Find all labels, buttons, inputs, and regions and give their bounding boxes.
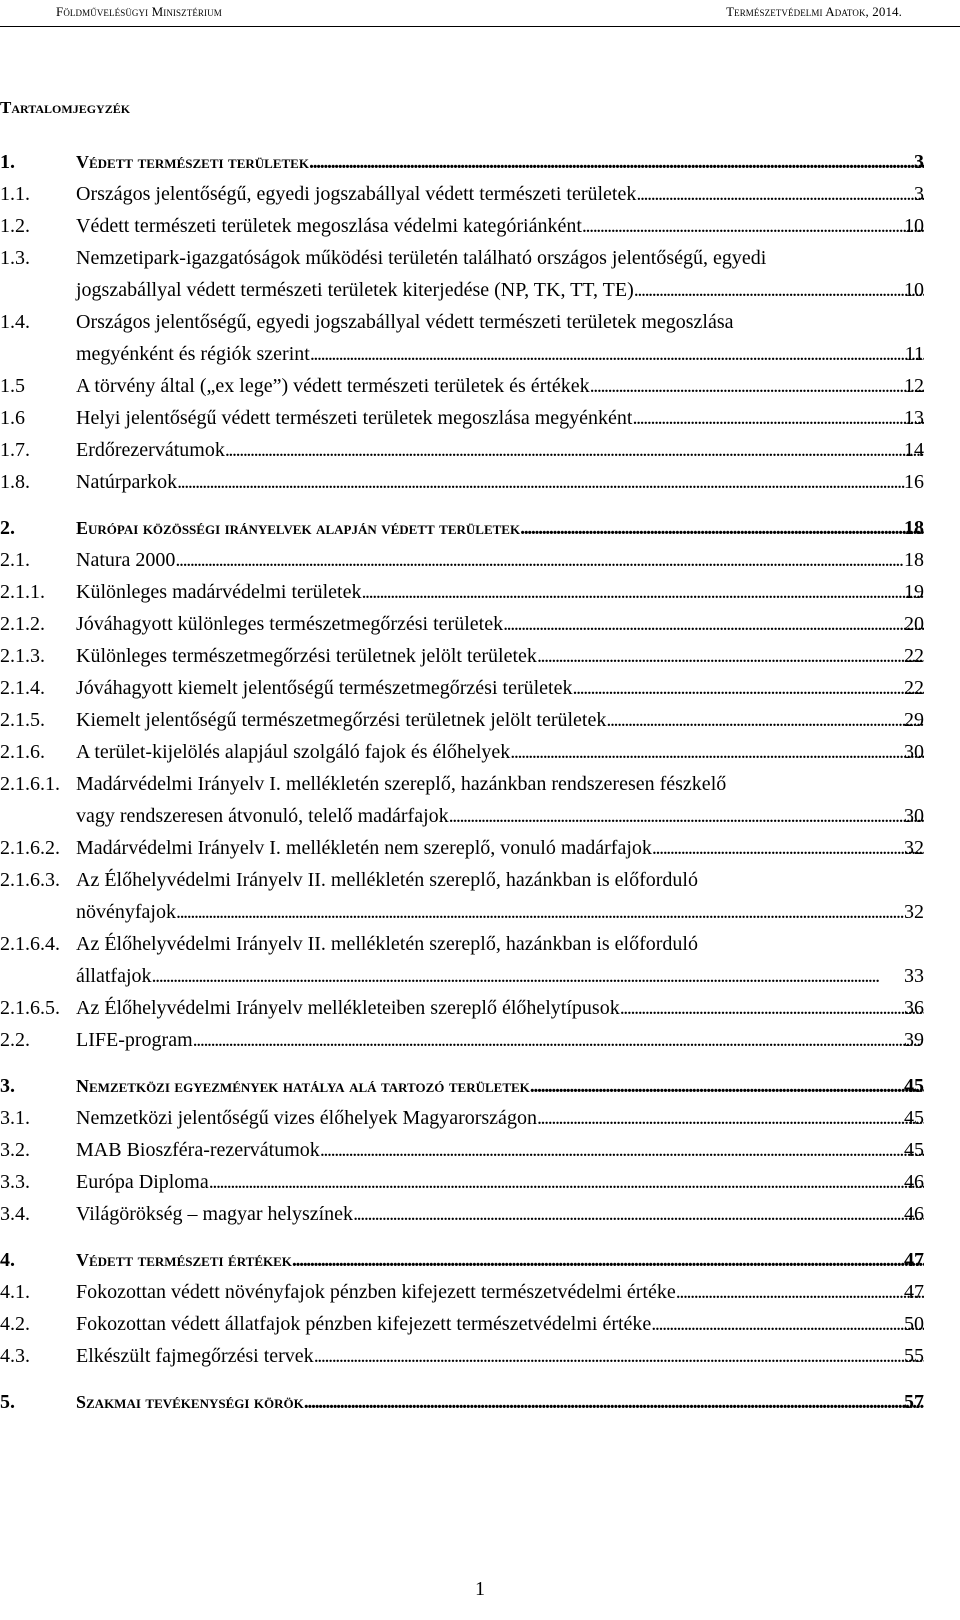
toc-entry-title: Szakmai tevékenységi körök (76, 1392, 304, 1412)
dot-leader (676, 1276, 924, 1308)
toc-entry-number: 1.1. (0, 183, 30, 205)
toc-entry-page-number: 50 (904, 1313, 924, 1335)
toc-entry-page-number: 33 (904, 965, 924, 987)
toc-entry-title-line: Országos jelentőségű, egyedi jogszabállyal védett természeti területek megoszlása (76, 311, 734, 333)
toc-entry-page-number: 45 (904, 1107, 924, 1129)
dot-leader (361, 576, 924, 608)
toc-entry[interactable] (0, 306, 960, 370)
toc-entry-page-number: 30 (904, 741, 924, 763)
toc-entry-page-number: 13 (904, 407, 924, 429)
toc-entry[interactable] (0, 736, 960, 768)
toc-entry-title: MAB Bioszféra-rezervátumok (76, 1139, 320, 1161)
toc-entry-title: Különleges természetmegőrzési területnek jelölt területek (76, 645, 537, 667)
toc-entry-number: 1.4. (0, 311, 30, 333)
toc-entry-title: Helyi jelentőségű védett természeti területek megoszlása megyénként (76, 407, 633, 429)
toc-entry-page-number: 57 (904, 1391, 924, 1413)
toc-entry-page-number: 10 (904, 279, 924, 301)
toc-entry-title: növényfajok (76, 901, 176, 923)
toc-entry-title-line: Az Élőhelyvédelmi Irányelv II. mellékletén szereplő, hazánkban is előforduló (76, 869, 698, 891)
toc-section-entry[interactable] (0, 1244, 960, 1276)
toc-entry-text (76, 768, 924, 832)
dot-leader (606, 704, 924, 736)
toc-entry-text (76, 608, 924, 640)
toc-entry[interactable] (0, 210, 960, 242)
page-header (0, 4, 960, 26)
dot-leader (314, 1340, 924, 1372)
toc-entry-title: LIFE-program (76, 1029, 193, 1051)
toc-entry-title: Országos jelentőségű, egyedi jogszabállyal védett természeti területek (76, 183, 637, 205)
toc-entry-number: 3.4. (0, 1203, 30, 1225)
toc-entry[interactable] (0, 370, 960, 402)
toc-entry-number: 4.3. (0, 1345, 30, 1367)
toc-entry-number: 1.6 (0, 407, 25, 429)
dot-leader (652, 832, 924, 864)
toc-entry-number: 2.1.6.2. (0, 837, 60, 859)
toc-entry[interactable] (0, 178, 960, 210)
toc-entry-page-number: 11 (904, 343, 924, 365)
toc-entry-page-number: 18 (904, 549, 924, 571)
dot-leader (632, 402, 924, 434)
toc-entry[interactable] (0, 576, 960, 608)
toc-entry-title: Nemzetközi jelentőségű vizes élőhelyek Magyarországon (76, 1107, 537, 1129)
toc-entry-page-number: 14 (904, 439, 924, 461)
toc-entry-number: 1.5 (0, 375, 25, 397)
dot-leader (582, 210, 924, 242)
toc-entry-title: Natúrparkok (76, 471, 178, 493)
toc-entry-text (76, 992, 924, 1024)
toc-entry-page-number: 36 (904, 997, 924, 1019)
toc-entry-title-line: Az Élőhelyvédelmi Irányelv II. mellékletén szereplő, hazánkban is előforduló (76, 933, 698, 955)
toc-entry-number: 1.7. (0, 439, 30, 461)
toc-entry-text (76, 1024, 924, 1056)
toc-entry-page-number: 19 (904, 581, 924, 603)
toc-entry-number: 2.1.6. (0, 741, 45, 763)
toc-entry-title: Erdőrezervátumok (76, 439, 225, 461)
toc-entry-page-number: 55 (904, 1345, 924, 1367)
dot-leader (537, 1102, 924, 1134)
toc-entry-page-number: 30 (904, 805, 924, 827)
toc-entry-number: 4.2. (0, 1313, 30, 1335)
dot-leader (176, 896, 924, 928)
toc-entry[interactable] (0, 768, 960, 832)
toc-section-entry[interactable] (0, 146, 960, 178)
toc-entry-page-number: 22 (904, 677, 924, 699)
header-rule (0, 26, 960, 27)
dot-leader (651, 1308, 924, 1340)
dot-leader (193, 1024, 924, 1056)
toc-entry-title: Védett természeti értékek (76, 1250, 292, 1270)
toc-entry-title: Az Élőhelyvédelmi Irányelv mellékleteiben szereplő élőhelytípusok (76, 997, 620, 1019)
toc-entry[interactable] (0, 1134, 960, 1166)
toc-section-entry[interactable] (0, 1070, 960, 1102)
dot-leader (353, 1198, 924, 1230)
toc-entry-title: Világörökség – magyar helyszínek (76, 1203, 354, 1225)
toc-entry-number: 4.1. (0, 1281, 30, 1303)
dot-leader (510, 736, 924, 768)
toc-entry-text (76, 1102, 924, 1134)
toc-entry-number: 1.8. (0, 471, 30, 493)
toc-entry-title: Európa Diploma (76, 1171, 209, 1193)
toc-entry-number: 2.1.4. (0, 677, 45, 699)
toc-entry-number: 1.2. (0, 215, 30, 237)
toc-entry-text (76, 466, 924, 498)
toc-entry-page-number: 3 (914, 183, 924, 205)
dot-leader (304, 1386, 924, 1418)
toc-entry-text (76, 1198, 924, 1230)
toc-entry-title: Jóváhagyott különleges természetmegőrzési területek (76, 613, 504, 635)
toc-entry-text (76, 1276, 924, 1308)
toc-entry-text (76, 1244, 924, 1276)
toc-entry-title: jogszabállyal védett természeti területek kiterjedése (NP, TK, TT, TE) (76, 279, 634, 301)
toc-entry-page-number: 12 (904, 375, 924, 397)
toc-entry-number: 3. (0, 1075, 15, 1097)
toc-entry-title: állatfajok (76, 965, 152, 987)
toc-entry-number: 2.1.1. (0, 581, 45, 603)
toc-entry-text (76, 832, 924, 864)
toc-entry-title-line: Nemzetipark-igazgatóságok működési területén található országos jelentőségű, egyedi (76, 247, 767, 269)
toc-entry-number: 3.1. (0, 1107, 30, 1129)
toc-entry-text (76, 1386, 924, 1418)
toc-entry-page-number: 47 (904, 1281, 924, 1303)
toc-entry-title-line: Madárvédelmi Irányelv I. mellékletén szereplő, hazánkban rendszeresen fészkelő (76, 773, 727, 795)
dot-leader (310, 338, 924, 370)
toc-entry-page-number: 10 (904, 215, 924, 237)
toc-entry-page-number: 18 (904, 517, 924, 539)
toc-entry-text (76, 512, 924, 544)
toc-entry-title: Védett természeti területek megoszlása védelmi kategóriánként (76, 215, 582, 237)
toc-entry-text (76, 736, 924, 768)
toc-entry-text (76, 1340, 924, 1372)
toc-entry-number: 2. (0, 517, 15, 539)
toc-entry-number: 5. (0, 1391, 15, 1413)
toc-entry[interactable] (0, 1024, 960, 1056)
toc-entry-page-number: 47 (904, 1249, 924, 1271)
toc-entry-text (76, 370, 924, 402)
dot-leader (537, 640, 924, 672)
toc-entry-title: Elkészült fajmegőrzési tervek (76, 1345, 314, 1367)
dot-leader (503, 608, 924, 640)
toc-entry-title: A törvény által („ex lege”) védett természeti területek és értékek (76, 375, 590, 397)
toc-entry[interactable] (0, 992, 960, 1024)
dot-leader (292, 1244, 924, 1276)
toc-entry[interactable] (0, 1102, 960, 1134)
toc-entry-number: 2.1.6.5. (0, 997, 60, 1019)
toc-entry-number: 1. (0, 151, 15, 173)
toc-entry-number: 2.1.6.4. (0, 933, 60, 955)
toc-entry-number: 2.1.6.1. (0, 773, 60, 795)
toc-entry[interactable] (0, 672, 960, 704)
dot-leader (175, 544, 924, 576)
toc-entry-text (76, 640, 924, 672)
dot-leader (209, 1166, 924, 1198)
toc-entry[interactable] (0, 544, 960, 576)
toc-entry-title: Jóváhagyott kiemelt jelentőségű természetmegőrzési területek (76, 677, 573, 699)
toc-entry-title: vagy rendszeresen átvonuló, telelő madárfajok (76, 805, 449, 827)
dot-leader (225, 434, 924, 466)
toc-entry-page-number: 16 (904, 471, 924, 493)
toc-entry-page-number: 32 (904, 901, 924, 923)
toc-entry[interactable] (0, 704, 960, 736)
toc-entry-text (76, 146, 924, 178)
dot-leader (634, 274, 924, 306)
toc-entry-title: A terület-kijelölés alapjául szolgáló fajok és élőhelyek (76, 741, 511, 763)
toc-entry[interactable] (0, 832, 960, 864)
dot-leader (177, 466, 924, 498)
toc-entry[interactable] (0, 1276, 960, 1308)
dot-leader (620, 992, 924, 1024)
toc-entry-number: 2.1. (0, 549, 30, 571)
toc-entry[interactable] (0, 242, 960, 306)
toc-entry-number: 2.1.6.3. (0, 869, 60, 891)
toc-entry[interactable] (0, 1198, 960, 1230)
toc-entry-text (76, 704, 924, 736)
toc-entry-text (76, 210, 924, 242)
toc-entry-text (76, 402, 924, 434)
toc-entry[interactable] (0, 1340, 960, 1372)
toc-entry-number: 2.1.2. (0, 613, 45, 635)
toc-title: Tartalomjegyzék (0, 98, 131, 117)
toc-entry-title: Különleges madárvédelmi területek (76, 581, 362, 603)
toc-entry-number: 3.2. (0, 1139, 30, 1161)
toc-entry-title: Madárvédelmi Irányelv I. mellékletén nem szereplő, vonuló madárfajok (76, 837, 652, 859)
toc-entry[interactable] (0, 1166, 960, 1198)
toc-entry-title: Védett természeti területek (76, 152, 309, 172)
toc-section-entry[interactable] (0, 512, 960, 544)
toc-entry-title: megyénként és régiók szerint (76, 343, 310, 365)
dot-leader (320, 1134, 924, 1166)
toc-entry-text (76, 544, 924, 576)
toc-entry-title: Fokozottan védett növényfajok pénzben kifejezett természetvédelmi értéke (76, 1281, 676, 1303)
dot-leader (152, 960, 924, 992)
header-publication: Természetvédelmi Adatok, 2014. (726, 4, 902, 19)
toc-entry-text (76, 1134, 924, 1166)
dot-leader (572, 672, 924, 704)
toc-entry-text (76, 928, 924, 992)
toc-entry[interactable] (0, 928, 960, 992)
toc-entry[interactable] (0, 434, 960, 466)
toc-entry-title: Kiemelt jelentőségű természetmegőrzési területnek jelölt területek (76, 709, 607, 731)
toc-entry-page-number: 29 (904, 709, 924, 731)
toc-entry-text (76, 178, 924, 210)
toc-entry[interactable] (0, 864, 960, 928)
toc-entry-text (76, 576, 924, 608)
toc-entry-number: 2.1.3. (0, 645, 45, 667)
toc-entry-number: 1.3. (0, 247, 30, 269)
toc-entry[interactable] (0, 402, 960, 434)
toc-entry-number: 2.2. (0, 1029, 30, 1051)
table-of-contents (0, 146, 960, 1418)
toc-entry[interactable] (0, 640, 960, 672)
toc-entry-title: Nemzetközi egyezmények hatálya alá tartozó területek (76, 1076, 530, 1096)
dot-leader (309, 146, 924, 178)
dot-leader (590, 370, 924, 402)
toc-entry-page-number: 20 (904, 613, 924, 635)
toc-entry-page-number: 46 (904, 1203, 924, 1225)
toc-entry-number: 2.1.5. (0, 709, 45, 731)
toc-entry-text (76, 434, 924, 466)
toc-entry-text (76, 672, 924, 704)
page-number: 1 (475, 1578, 485, 1600)
toc-entry[interactable] (0, 466, 960, 498)
toc-entry-number: 3.3. (0, 1171, 30, 1193)
toc-entry-page-number: 45 (904, 1075, 924, 1097)
toc-entry-text (76, 242, 924, 306)
toc-entry[interactable] (0, 608, 960, 640)
toc-section-entry[interactable] (0, 1386, 960, 1418)
header-ministry: Földművelésügyi Minisztérium (56, 4, 222, 19)
toc-entry-page-number: 22 (904, 645, 924, 667)
dot-leader (520, 512, 924, 544)
toc-entry-title: Európai közösségi irányelvek alapján védett területek (76, 518, 521, 538)
toc-entry-page-number: 45 (904, 1139, 924, 1161)
toc-entry-text (76, 864, 924, 928)
toc-entry-text (76, 306, 924, 370)
toc-entry-page-number: 32 (904, 837, 924, 859)
toc-entry-text (76, 1308, 924, 1340)
toc-entry-page-number: 46 (904, 1171, 924, 1193)
toc-entry[interactable] (0, 1308, 960, 1340)
toc-entry-number: 4. (0, 1249, 15, 1271)
toc-entry-title: Fokozottan védett állatfajok pénzben kifejezett természetvédelmi értéke (76, 1313, 652, 1335)
toc-entry-page-number: 3 (914, 151, 924, 173)
toc-entry-text (76, 1166, 924, 1198)
toc-entry-title: Natura 2000 (76, 549, 176, 571)
toc-entry-text (76, 1070, 924, 1102)
dot-leader (636, 178, 924, 210)
dot-leader (449, 800, 924, 832)
toc-entry-page-number: 39 (904, 1029, 924, 1051)
dot-leader (530, 1070, 924, 1102)
